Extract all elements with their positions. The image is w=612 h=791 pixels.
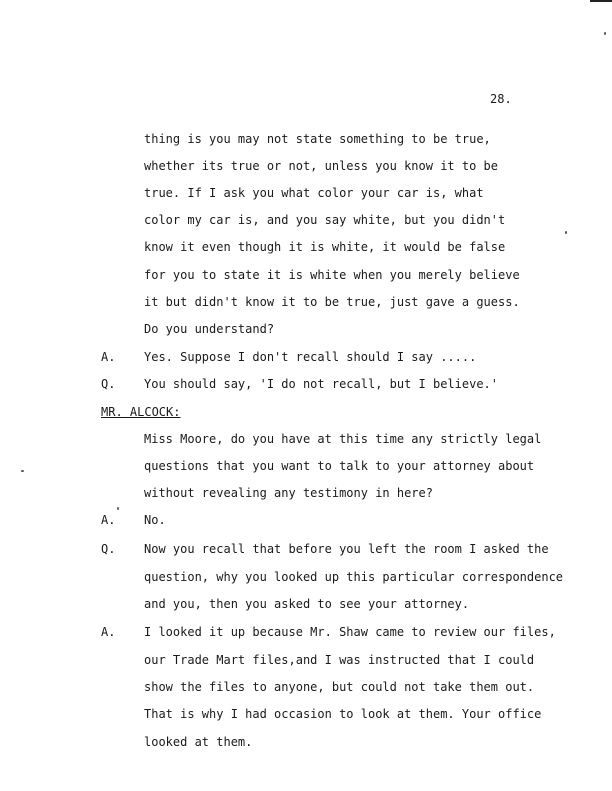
text-line: Do you understand?: [144, 322, 275, 336]
text-line: it but didn't know it to be true, just gave a guess.: [144, 295, 520, 309]
corner-mark: [590, 0, 612, 2]
answer-text: looked at them.: [144, 735, 253, 749]
scan-speck: [565, 231, 567, 234]
speaker-label: MR. ALCOCK:: [101, 405, 181, 419]
question-text: You should say, 'I do not recall, but I believe.': [144, 377, 499, 391]
answer-text: No.: [144, 513, 166, 527]
scan-speck: [604, 32, 606, 35]
scan-speck: [21, 470, 24, 472]
text-line: thing is you may not state something to be true,: [144, 132, 491, 146]
text-line: for you to state it is white when you merely believe: [144, 268, 520, 282]
question-text: and you, then you asked to see your attorney.: [144, 597, 470, 611]
text-line: questions that you want to talk to your attorney about: [144, 459, 535, 473]
speaker-question: Q.: [101, 542, 116, 556]
speaker-question: Q.: [101, 377, 116, 391]
speaker-answer: A.: [101, 513, 116, 527]
text-line: true. If I ask you what color your car is, what: [144, 186, 484, 200]
answer-text: That is why I had occasion to look at them. Your office: [144, 707, 542, 721]
answer-text: I looked it up because Mr. Shaw came to review our files,: [144, 625, 556, 639]
text-line: without revealing any testimony in here?: [144, 486, 433, 500]
speaker-answer: A.: [101, 625, 116, 639]
text-line: know it even though it is white, it would be false: [144, 240, 506, 254]
text-line: Miss Moore, do you have at this time any strictly legal: [144, 432, 542, 446]
text-line: whether its true or not, unless you know it to be: [144, 159, 499, 173]
question-text: Now you recall that before you left the room I asked the: [144, 542, 549, 556]
answer-text: show the files to anyone, but could not take them out.: [144, 680, 535, 694]
text-line: color my car is, and you say white, but you didn't: [144, 213, 506, 227]
page-number: 28.: [490, 92, 512, 106]
answer-text: Yes. Suppose I don't recall should I say .....: [144, 350, 477, 364]
speaker-answer: A.: [101, 350, 116, 364]
question-text: question, why you looked up this particular correspondence: [144, 570, 564, 584]
answer-text: our Trade Mart files,and I was instructed that I could: [144, 653, 535, 667]
scan-speck: [117, 507, 119, 510]
